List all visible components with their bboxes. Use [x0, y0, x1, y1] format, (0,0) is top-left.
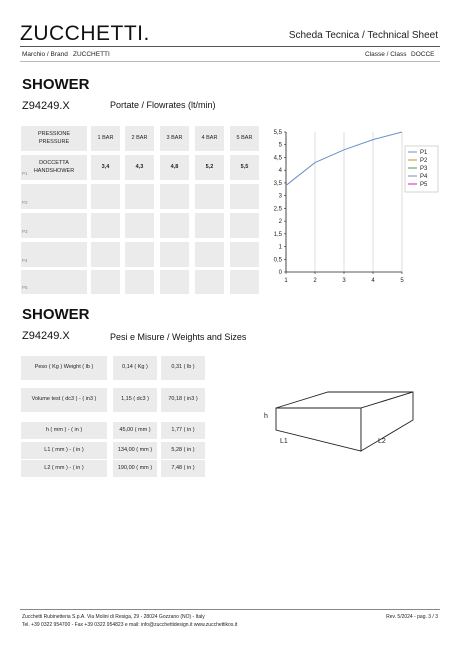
y-tick-label: 4,5	[273, 155, 282, 162]
footer-divider	[20, 609, 440, 610]
footer-address: Zucchetti Rubinetteria S.p.A. Via Molini di Resiga, 29 - 28024 Gozzano (NO) - Italy	[22, 614, 205, 620]
brand-logo: ZUCCHETTI.	[20, 22, 150, 45]
section2-subtitle: Pesi e Misure / Weights and Sizes	[110, 332, 247, 342]
spec-label: L1 ( mm ) - ( in )	[21, 442, 107, 459]
y-tick-label: 2	[278, 219, 282, 226]
footer-revision: Rev. 5/2024 - pag. 3 / 3	[386, 614, 438, 620]
row-tag: P2	[22, 200, 28, 205]
x-tick-label: 1	[284, 278, 288, 284]
col-header: 3 BAR	[160, 126, 189, 151]
section1-title: SHOWER	[22, 76, 90, 93]
spec-value: 1,77 ( in )	[161, 422, 205, 439]
table-cell	[160, 213, 189, 238]
x-tick-label: 4	[371, 278, 375, 284]
spec-value: 134,00 ( mm )	[113, 442, 157, 459]
row-label: DOCCETTA HANDSHOWER	[21, 155, 87, 180]
box-dimensions-diagram	[258, 378, 428, 458]
spec-value: 70,18 ( in3 )	[161, 388, 205, 412]
y-tick-label: 2,5	[273, 206, 282, 213]
col-header: 5 BAR	[230, 126, 259, 151]
col-header: 1 BAR	[91, 126, 120, 151]
flowrate-chart	[262, 124, 442, 294]
section1-subtitle: Portate / Flowrates (lt/min)	[110, 100, 216, 110]
y-tick-label: 4	[278, 168, 282, 175]
spec-value: 5,28 ( in )	[161, 442, 205, 459]
row-label	[21, 242, 87, 267]
table-cell	[125, 184, 154, 209]
subheader-divider	[20, 61, 440, 62]
spec-value: 190,00 ( mm )	[113, 460, 157, 477]
table-cell	[91, 270, 120, 294]
table-cell: 3,4	[91, 155, 120, 180]
table-cell	[91, 184, 120, 209]
table-cell	[125, 242, 154, 267]
table-cell	[230, 270, 259, 294]
table-cell	[195, 270, 224, 294]
class-label: Classe / Class	[365, 51, 407, 58]
y-tick-label: 3,5	[273, 180, 282, 187]
y-tick-label: 1,5	[273, 231, 282, 238]
spec-label: L2 ( mm ) - ( in )	[21, 460, 107, 477]
y-tick-label: 1	[278, 244, 282, 251]
table-cell	[160, 270, 189, 294]
x-tick-label: 2	[313, 278, 317, 284]
y-tick-label: 5	[278, 142, 282, 149]
table-cell: 4,3	[125, 155, 154, 180]
table-cell	[195, 242, 224, 267]
legend-label: P5	[420, 182, 428, 188]
table-cell	[195, 184, 224, 209]
row-tag: P4	[22, 258, 28, 263]
spec-value: 1,15 ( dc3 )	[113, 388, 157, 412]
box-front-face	[276, 408, 361, 451]
x-tick-label: 3	[342, 278, 346, 284]
y-tick-label: 3	[278, 193, 282, 200]
section2-title: SHOWER	[22, 306, 90, 323]
table-cell: 4,8	[160, 155, 189, 180]
row-label	[21, 270, 87, 294]
table-cell	[91, 213, 120, 238]
row-tag: P5	[22, 285, 28, 290]
header-divider	[20, 46, 440, 47]
table-cell	[230, 184, 259, 209]
legend-label: P4	[420, 174, 428, 180]
y-tick-label: 0,5	[273, 257, 282, 264]
legend-label: P1	[420, 150, 428, 156]
footer-contacts: Tel. +39 0322 954700 - Fax +39 0322 954823 e mail: info@zucchettidesign.it www.zucchettikos.it	[22, 622, 238, 628]
box-label-l1: L1	[280, 438, 288, 445]
row-tag: P3	[22, 229, 28, 234]
row-label	[21, 213, 87, 238]
table-cell	[160, 242, 189, 267]
class-value: DOCCE	[411, 51, 435, 58]
brand-value: ZUCCHETTI	[73, 51, 110, 58]
table-cell	[195, 213, 224, 238]
spec-value: 7,48 ( in )	[161, 460, 205, 477]
legend-label: P3	[420, 166, 428, 172]
spec-label: Volume test ( dc3 ) - ( in3 )	[21, 388, 107, 412]
spec-value: 45,00 ( mm )	[113, 422, 157, 439]
spec-value: 0,31 ( lb )	[161, 356, 205, 380]
box-label-l2: L2	[378, 438, 386, 445]
brand-label: Marchio / Brand	[22, 51, 68, 58]
box-label-h: h	[264, 413, 268, 420]
row-label	[21, 184, 87, 209]
table-cell	[230, 242, 259, 267]
table-cell	[160, 184, 189, 209]
table-corner: PRESSIONE PRESSURE	[21, 126, 87, 151]
section1-code: Z94249.X	[22, 100, 70, 112]
table-cell	[125, 213, 154, 238]
table-cell: 5,5	[230, 155, 259, 180]
legend-label: P2	[420, 158, 428, 164]
y-tick-label: 5,5	[273, 130, 282, 136]
section2-code: Z94249.X	[22, 330, 70, 342]
table-cell	[125, 270, 154, 294]
row-tag: P1	[22, 171, 28, 176]
col-header: 4 BAR	[195, 126, 224, 151]
table-cell	[230, 213, 259, 238]
spec-label: h ( mm ) - ( in )	[21, 422, 107, 439]
y-tick-label: 0	[278, 270, 282, 276]
table-cell	[91, 242, 120, 267]
x-tick-label: 5	[400, 278, 404, 284]
col-header: 2 BAR	[125, 126, 154, 151]
spec-value: 0,14 ( Kg )	[113, 356, 157, 380]
table-cell: 5,2	[195, 155, 224, 180]
sheet-title: Scheda Tecnica / Technical Sheet	[288, 30, 438, 41]
spec-label: Peso ( Kg ) Weight ( lb )	[21, 356, 107, 380]
